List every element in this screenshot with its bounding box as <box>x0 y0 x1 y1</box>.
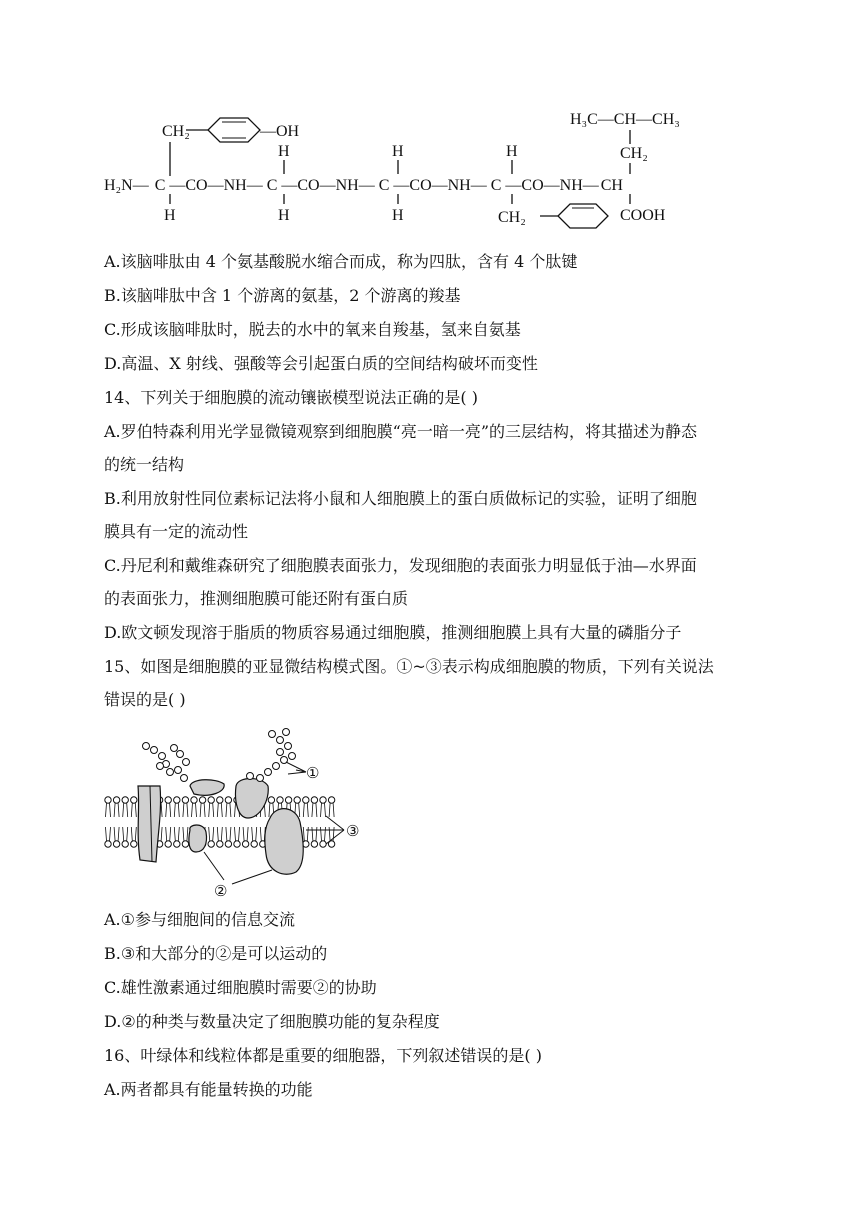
q16-option-a: A.两者都具有能量转换的功能 <box>104 1080 313 1099</box>
q14-option-a-cont: 的统一结构 <box>104 455 185 474</box>
q15-stem-cont: 错误的是( ) <box>104 690 186 709</box>
q16-stem: 16、叶绿体和线粒体都是重要的细胞器，下列叙述错误的是( ) <box>104 1046 542 1065</box>
q13-option-a: A.该脑啡肽由 4 个氨基酸脱水缩合而成，称为四肽，含有 4 个肽键 <box>104 252 578 271</box>
q15-option-d: D.②的种类与数量决定了细胞膜功能的复杂程度 <box>104 1012 440 1031</box>
cell-membrane-diagram <box>100 722 380 902</box>
q14-option-c: C.丹尼利和戴维森研究了细胞膜表面张力，发现细胞的表面张力明显低于油—水界面 <box>104 556 697 575</box>
q14-option-c-cont: 的表面张力，推测细胞膜可能还附有蛋白质 <box>104 589 409 608</box>
svg-text:H: H <box>392 143 404 160</box>
svg-text:—OH: —OH <box>260 123 300 140</box>
q14-option-d: D.欧文顿发现溶于脂质的物质容易通过细胞膜，推测细胞膜上具有大量的磷脂分子 <box>104 623 682 642</box>
q15-stem: 15、如图是细胞膜的亚显微结构模式图。①~③表示构成细胞膜的物质，下列有关说法 <box>104 657 714 676</box>
q15-option-a: A.①参与细胞间的信息交流 <box>104 910 295 929</box>
q13-option-b: B.该脑啡肽中含 1 个游离的氨基，2 个游离的羧基 <box>104 286 461 305</box>
svg-text:CH₂: CH₂ <box>498 209 526 226</box>
q15-option-c: C.雄性激素通过细胞膜时需要②的协助 <box>104 978 377 997</box>
isobutyl-label: H₃C—CH—CH₃ <box>570 111 680 128</box>
svg-text:CH₂: CH₂ <box>162 123 190 140</box>
svg-text:H: H <box>392 207 404 224</box>
q14-option-b-cont: 膜具有一定的流动性 <box>104 522 249 541</box>
svg-text:CH₂: CH₂ <box>620 145 648 162</box>
q15-option-b: B.③和大部分的②是可以运动的 <box>104 944 328 963</box>
q14-stem: 14、下列关于细胞膜的流动镶嵌模型说法正确的是( ) <box>104 388 478 407</box>
peptide-structure-diagram <box>100 100 720 232</box>
q14-option-a: A.罗伯特森利用光学显微镜观察到细胞膜“亮一暗一亮”的三层结构，将其描述为静态 <box>104 422 698 441</box>
svg-text:H: H <box>506 143 518 160</box>
svg-text:H: H <box>164 207 176 224</box>
q13-option-d: D.高温、X 射线、强酸等会引起蛋白质的空间结构破坏而变性 <box>104 354 538 373</box>
q14-option-b: B.利用放射性同位素标记法将小鼠和人细胞膜上的蛋白质做标记的实验，证明了细胞 <box>104 489 697 508</box>
svg-text:COOH: COOH <box>620 207 666 224</box>
svg-text:H: H <box>278 143 290 160</box>
q13-option-c: C.形成该脑啡肽时，脱去的水中的氧来自羧基，氢来自氨基 <box>104 320 521 339</box>
label-2: ② <box>214 884 228 900</box>
svg-text:H₂N—C—CO—NH—C—CO—NH—C—CO—NH—C—: H₂N— C —CO—NH— C —CO—NH— C —CO—NH— C —CO—NH— CH <box>104 177 623 194</box>
label-1: ① <box>306 766 320 782</box>
label-3: ③ <box>346 824 360 840</box>
svg-text:H: H <box>278 207 290 224</box>
